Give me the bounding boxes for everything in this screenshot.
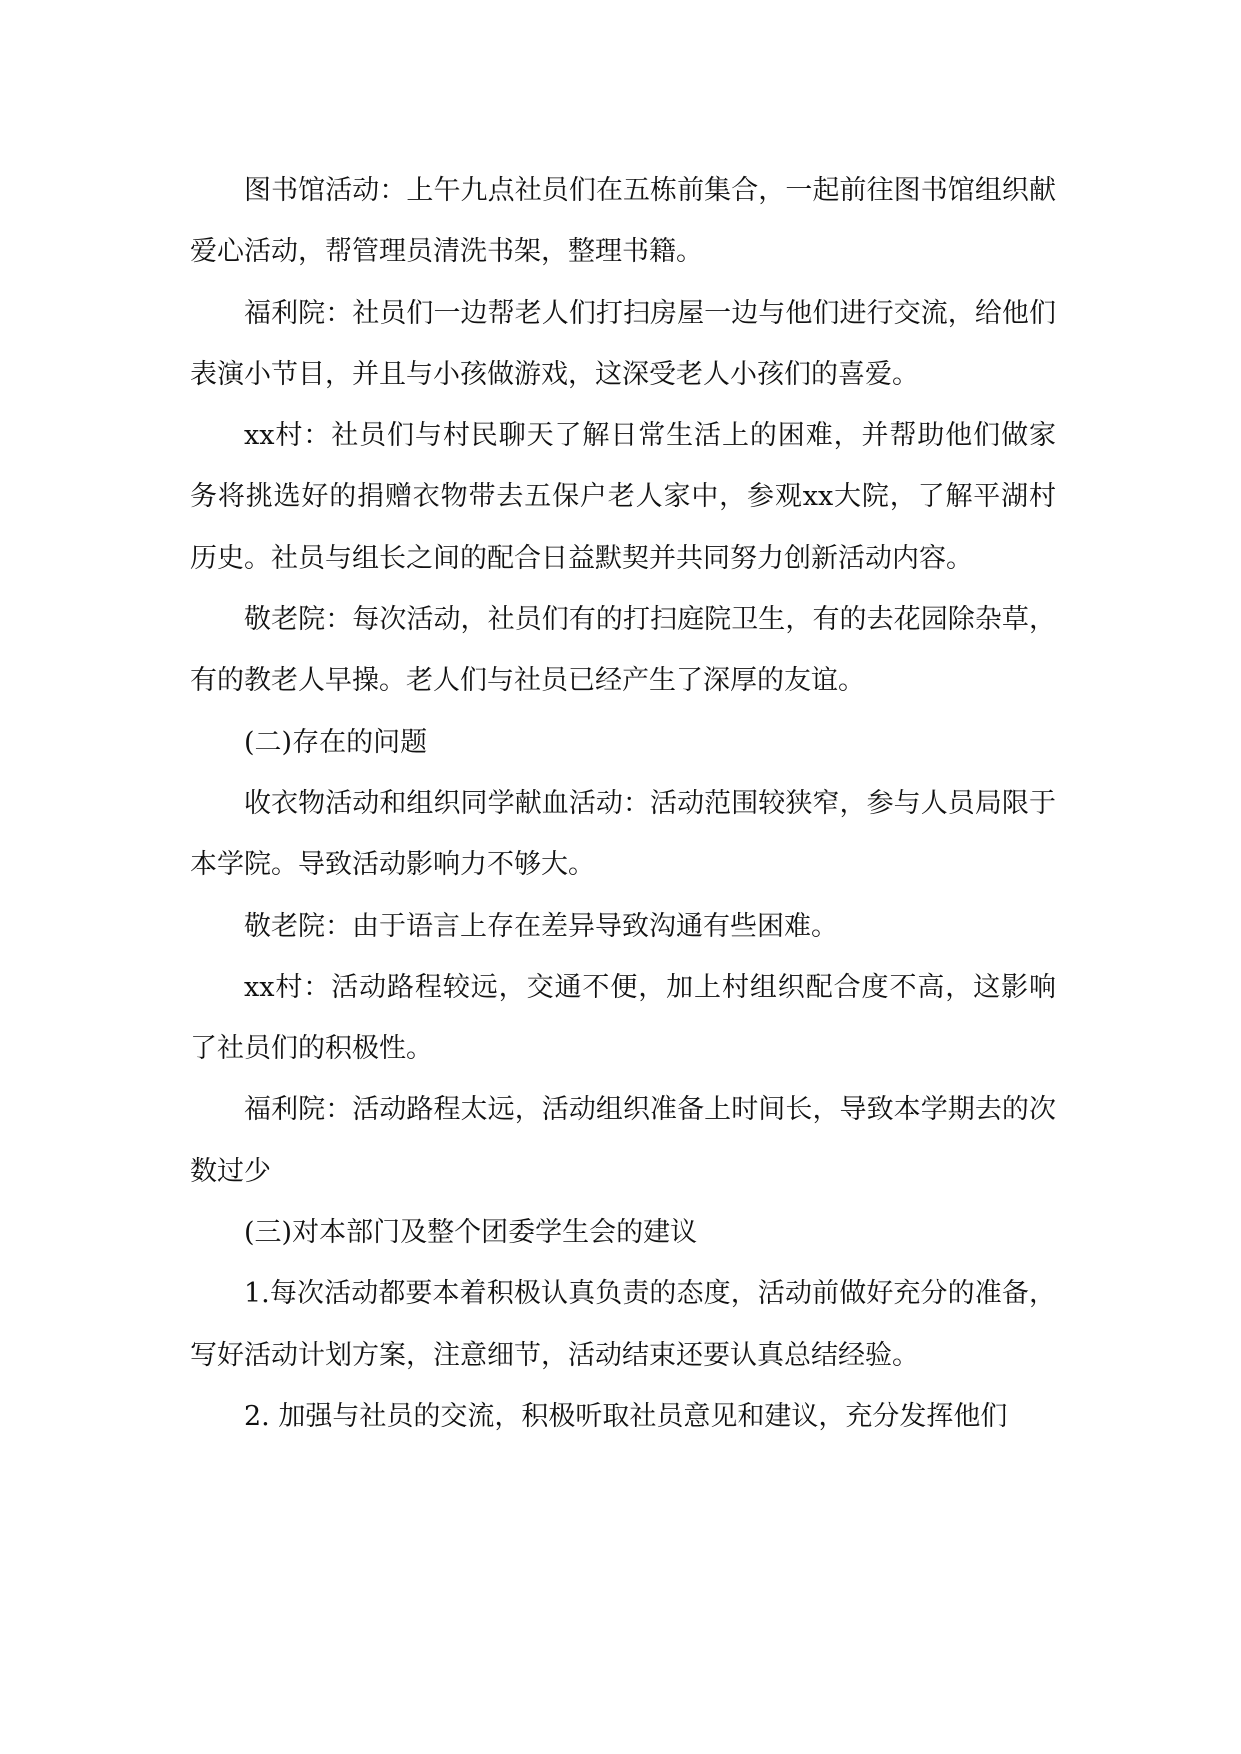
section-heading-problems: (二)存在的问题	[244, 726, 428, 758]
paragraph-problem-village: xx村：活动路程较远，交通不便，加上村组织配合度不高，这影响了社员们的积极性。	[190, 971, 1056, 1065]
paragraph-suggestion-2: 2. 加强与社员的交流，积极听取社员意见和建议，充分发挥他们	[244, 1400, 1008, 1432]
document-body	[190, 160, 1056, 1447]
paragraph-suggestion-1: 1.每次活动都要本着积极认真负责的态度，活动前做好充分的准备，写好活动计划方案，注意细节，活动结束还要认真总结经验。	[190, 1278, 1056, 1371]
paragraph-problem-nursing-home: 敬老院：由于语言上存在差异导致沟通有些困难。	[244, 910, 838, 942]
paragraph-library-activity: 图书馆活动：上午九点社员们在五栋前集合，一起前往图书馆组织献爱心活动，帮管理员清洗书架，整理书籍。	[190, 175, 1056, 268]
paragraph-nursing-home: 敬老院：每次活动，社员们有的打扫庭院卫生，有的去花园除杂草，有的教老人早操。老人们与社员已经产生了深厚的友谊。	[190, 604, 1056, 697]
paragraph-welfare-home: 福利院：社员们一边帮老人们打扫房屋一边与他们进行交流，给他们表演小节目，并且与小孩做游戏，这深受老人小孩们的喜爱。	[190, 297, 1056, 390]
paragraph-village: xx村：社员们与村民聊天了解日常生活上的困难，并帮助他们做家务将挑选好的捐赠衣物带去五保户老人家中，参观xx大院，了解平湖村历史。社员与组长之间的配合日益默契并共同努力创新活动内容。	[190, 420, 1056, 574]
section-heading-suggestions: (三)对本部门及整个团委学生会的建议	[244, 1217, 698, 1249]
paragraph-problem-welfare-home: 福利院：活动路程太远，活动组织准备上时间长，导致本学期去的次数过少	[190, 1094, 1056, 1187]
paragraph-problem-clothing-blood: 收衣物活动和组织同学献血活动：活动范围较狭窄，参与人员局限于本学院。导致活动影响力不够大。	[190, 787, 1056, 881]
